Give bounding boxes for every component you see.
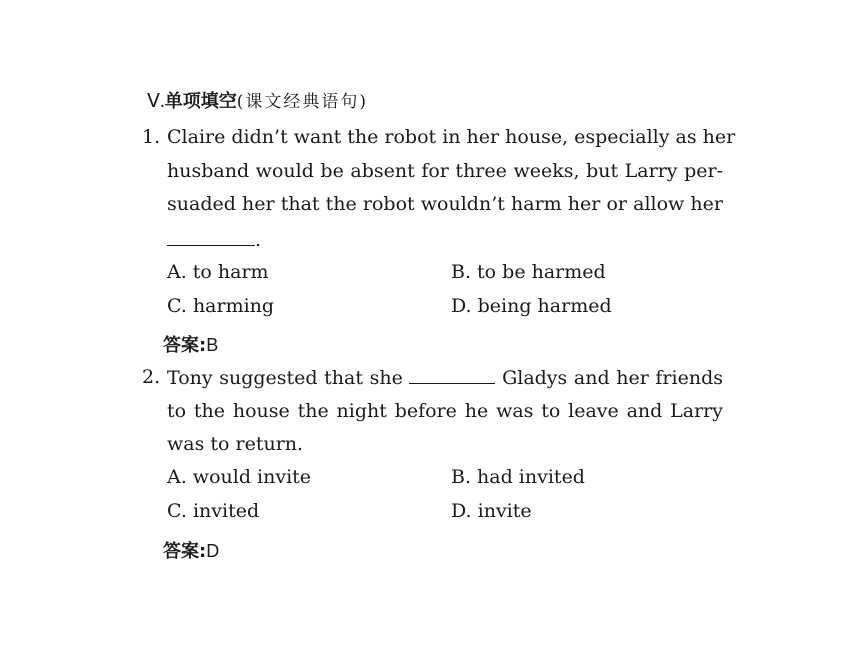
option-c[interactable]: C. harming: [167, 295, 275, 317]
question-number: 2.: [142, 366, 161, 388]
section-title: 单项填空: [164, 91, 237, 112]
question-text-line: to the house the night before he was to leave and Larry: [167, 400, 723, 422]
question-text-line: [167, 365, 723, 390]
option-a[interactable]: A. would invite: [167, 466, 312, 488]
option-c[interactable]: C. invited: [167, 500, 260, 522]
question-text-line: Claire didn’t want the robot in her house, especially as her: [167, 126, 736, 148]
text-before-blank: Tony suggested that she: [167, 367, 403, 389]
section-note: (课文经典语句): [236, 92, 369, 112]
answer-value: B: [206, 335, 219, 355]
question-text-line: husband would be absent for three weeks, but Larry per-: [167, 160, 723, 182]
question-number: 1.: [142, 126, 161, 148]
question-text-line: was to return.: [167, 433, 304, 455]
section-numeral: Ⅴ.: [147, 91, 165, 112]
question-text-line: suaded her that the robot wouldn’t harm her or allow her: [167, 193, 723, 215]
answer-key: [163, 333, 218, 358]
option-d[interactable]: D. invite: [451, 500, 532, 522]
answer-blank-line: [167, 227, 261, 252]
sentence-end: .: [255, 229, 262, 251]
section-heading: [147, 89, 368, 114]
option-a[interactable]: A. to harm: [167, 261, 269, 283]
text-after-blank: Gladys and her friends: [502, 367, 723, 389]
answer-label: 答案:: [163, 335, 207, 356]
answer-key: [163, 539, 219, 564]
option-b[interactable]: B. to be harmed: [451, 261, 606, 283]
answer-label: 答案:: [163, 541, 207, 562]
answer-blank[interactable]: [409, 365, 495, 384]
option-d[interactable]: D. being harmed: [451, 295, 612, 317]
option-b[interactable]: B. had invited: [451, 466, 585, 488]
answer-value: D: [206, 541, 220, 561]
answer-blank[interactable]: [167, 227, 255, 246]
